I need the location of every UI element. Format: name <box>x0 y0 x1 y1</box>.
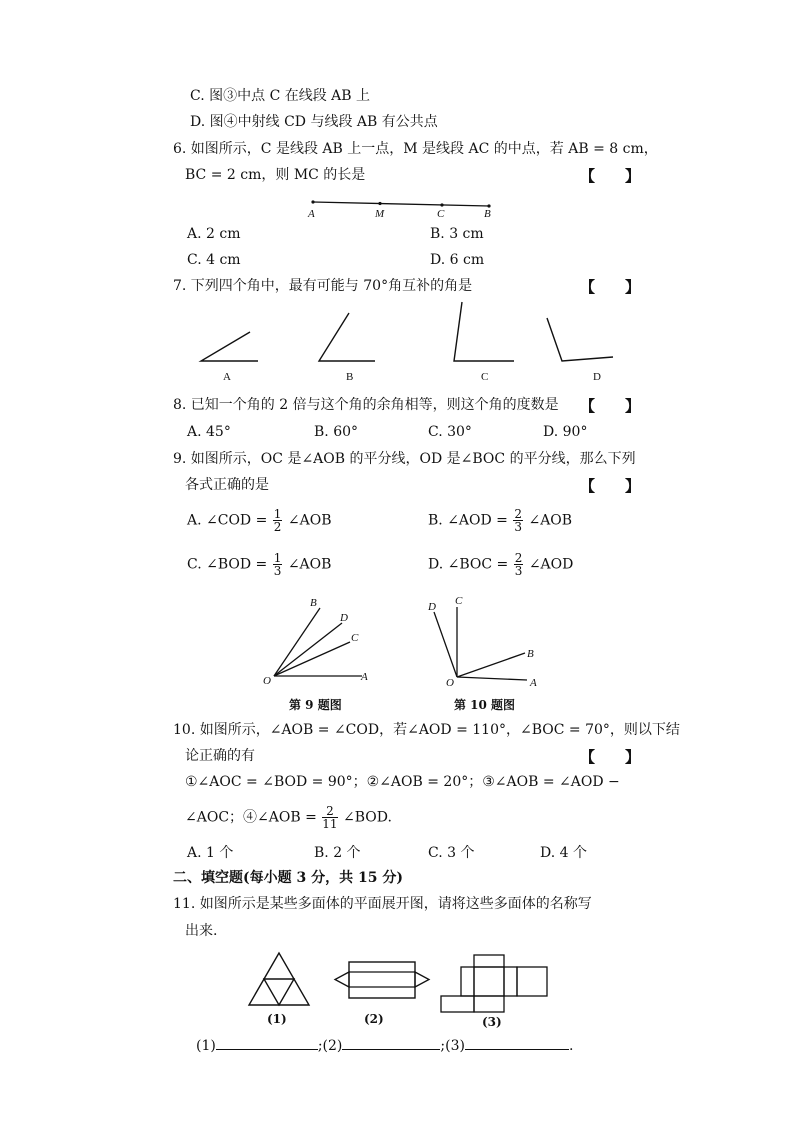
q7-label-a: A <box>223 371 231 383</box>
q6-point-b: B <box>484 208 491 220</box>
q10-option-b: B. 2 个 <box>314 845 361 861</box>
q6-point-c: C <box>437 208 445 220</box>
q9-option-d: D. ∠BOC = $\frac{2}{3}$ ∠AOD <box>428 551 574 578</box>
q11-blank-1[interactable] <box>216 1037 318 1050</box>
q9-stem-line1: 9. 如图所示，OC 是∠AOB 的平分线，OD 是∠BOC 的平分线，那么下列 <box>173 451 636 467</box>
fig10-label-c: C <box>455 595 463 607</box>
q6-point-a: A <box>308 208 315 220</box>
fig10-label-o: O <box>446 677 454 689</box>
q9-option-b: B. ∠AOD = $\frac{2}{3}$ ∠AOB <box>428 507 573 534</box>
q7-answer-bracket: 【 】 <box>580 278 641 296</box>
q6-option-a: A. 2 cm <box>187 226 241 242</box>
q6-option-b: B. 3 cm <box>430 226 484 242</box>
q9-option-c: C. ∠BOD = $\frac{1}{3}$ ∠AOB <box>187 551 332 578</box>
q11-blank-3[interactable] <box>465 1037 569 1050</box>
q9-stem-line2: 各式正确的是 <box>185 477 269 493</box>
q10-option-c: C. 3 个 <box>428 845 475 861</box>
q10-stem-line4: ∠AOC；④∠AOB = $\frac{2}{11}$ ∠BOD. <box>185 804 392 831</box>
q9-option-a: A. ∠COD = $\frac{1}{2}$ ∠AOB <box>187 507 332 534</box>
fig10-label-d: D <box>428 601 436 613</box>
q10-answer-bracket: 【 】 <box>580 748 641 766</box>
q9-option-d-fraction: $\frac{2}{3}$ <box>514 551 523 578</box>
q9-option-c-fraction: $\frac{1}{3}$ <box>273 551 282 578</box>
q11-caption-3: (3) <box>482 1015 502 1029</box>
fig9-label-d: D <box>340 612 348 624</box>
q7-label-d: D <box>593 371 601 383</box>
q7-stem: 7. 下列四个角中，最有可能与 70°角互补的角是 <box>173 278 473 294</box>
fig9-label-o: O <box>263 675 271 687</box>
q6-option-d: D. 6 cm <box>430 252 485 268</box>
q8-option-b: B. 60° <box>314 424 359 440</box>
q9-answer-bracket: 【 】 <box>580 477 641 495</box>
q6-answer-bracket: 【 】 <box>580 167 641 185</box>
fig10-caption: 第 10 题图 <box>454 698 516 712</box>
q10-option-d: D. 4 个 <box>540 845 587 861</box>
q6-stem-line1: 6. 如图所示，C 是线段 AB 上一点，M 是线段 AC 的中点，若 AB = 8 cm， <box>173 141 658 157</box>
q8-stem: 8. 已知一个角的 2 倍与这个角的余角相等，则这个角的度数是 <box>173 397 559 413</box>
q7-label-b: B <box>346 371 354 383</box>
q11-stem-line1: 11. 如图所示是某些多面体的平面展开图，请将这些多面体的名称写 <box>173 896 592 912</box>
q5-option-c: C. 图③中点 C 在线段 AB 上 <box>190 88 371 104</box>
q11-blank-2[interactable] <box>342 1037 440 1050</box>
fig10-label-a: A <box>530 677 537 689</box>
fig9-label-c: C <box>351 632 359 644</box>
section-2-title: 二、填空题(每小题 3 分，共 15 分) <box>173 870 403 886</box>
q11-answer-line: (1) ;(2) ;(3) . <box>196 1038 574 1054</box>
q8-option-a: A. 45° <box>187 424 231 440</box>
q11-stem-line2: 出来. <box>185 923 218 939</box>
q11-caption-1: (1) <box>267 1012 287 1026</box>
q7-label-c: C <box>481 371 489 383</box>
q6-option-c: C. 4 cm <box>187 252 241 268</box>
q10-stem-line1: 10. 如图所示，∠AOB = ∠COD，若∠AOD = 110°，∠BOC = 70°，则以下结 <box>173 722 680 738</box>
q6-stem-line2: BC = 2 cm，则 MC 的长是 <box>185 167 366 183</box>
q9-option-a-fraction: $\frac{1}{2}$ <box>273 507 282 534</box>
fig9-label-b: B <box>310 597 317 609</box>
q8-option-d: D. 90° <box>543 424 588 440</box>
q8-option-c: C. 30° <box>428 424 472 440</box>
q10-option-a: A. 1 个 <box>187 845 234 861</box>
q11-caption-2: (2) <box>364 1012 384 1026</box>
fig10-label-b: B <box>527 648 534 660</box>
q10-stem-line3: ①∠AOC = ∠BOD = 90°；②∠AOB = 20°；③∠AOB = ∠AOD − <box>185 774 620 790</box>
q10-fraction: $\frac{2}{11}$ <box>322 804 338 831</box>
fig9-label-a: A <box>361 671 368 683</box>
q10-stem-line2: 论正确的有 <box>185 748 255 764</box>
fig9-caption: 第 9 题图 <box>289 698 342 712</box>
q9-option-b-fraction: $\frac{2}{3}$ <box>514 507 523 534</box>
q8-answer-bracket: 【 】 <box>580 397 641 415</box>
q6-point-m: M <box>375 208 385 220</box>
q5-option-d: D. 图④中射线 CD 与线段 AB 有公共点 <box>190 114 438 130</box>
